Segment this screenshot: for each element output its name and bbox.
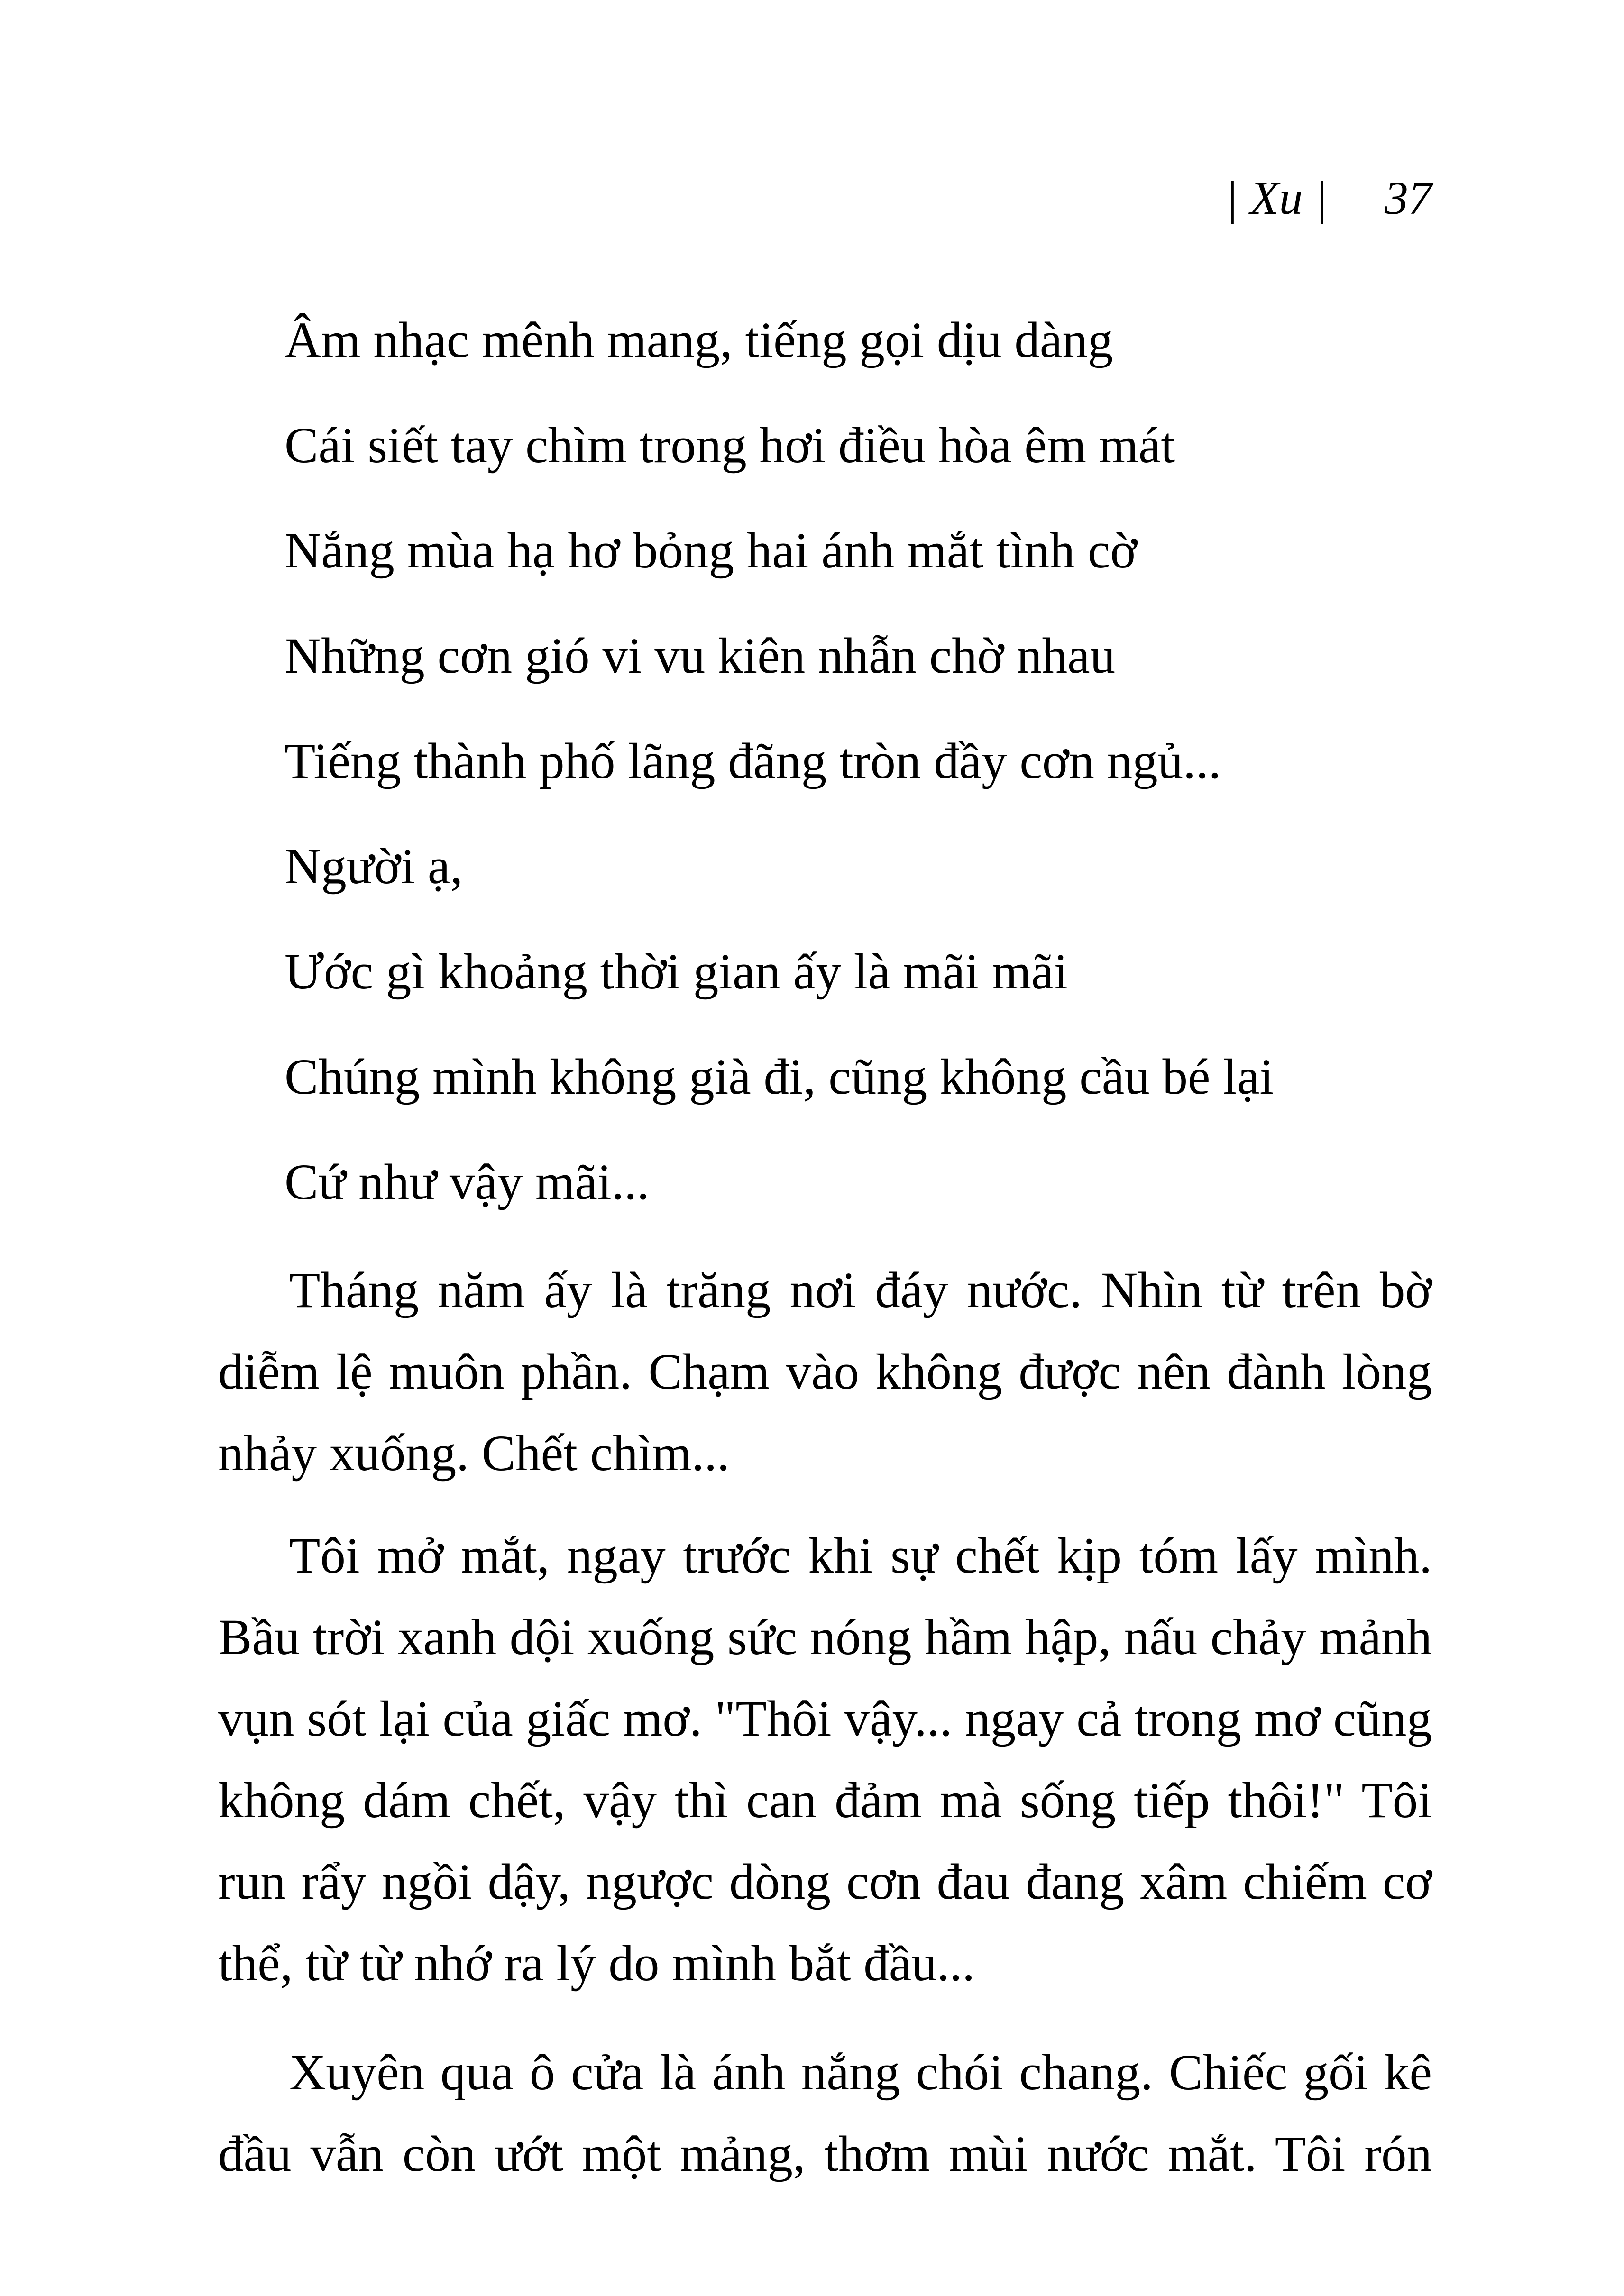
prose-line: nhảy xuống. Chết chìm... — [218, 1426, 730, 1482]
poem-line: Tiếng thành phố lãng đãng tròn đầy cơn ngủ... — [284, 733, 1221, 789]
poem-line: Ước gì khoảng thời gian ấy là mãi mãi — [284, 944, 1068, 1000]
poem-line: Âm nhạc mênh mang, tiếng gọi dịu dàng — [284, 312, 1113, 368]
page-header — [218, 170, 1432, 227]
prose-line: run rẩy ngồi dậy, ngược dòng cơn đau đang xâm chiếm cơ — [218, 1854, 1432, 1910]
poem-block — [284, 288, 1432, 1235]
prose-line: Tôi mở mắt, ngay trước khi sự chết kịp tóm lấy mình. — [289, 1528, 1432, 1584]
page-number: 37 — [1385, 172, 1432, 224]
poem-line: Nắng mùa hạ hơ bỏng hai ánh mắt tình cờ — [284, 523, 1137, 579]
poem-line: Những cơn gió vi vu kiên nhẫn chờ nhau — [284, 628, 1116, 684]
prose-line: Tháng năm ấy là trăng nơi đáy nước. Nhìn từ trên bờ — [289, 1262, 1432, 1318]
poem-line: Cái siết tay chìm trong hơi điều hòa êm mát — [284, 418, 1175, 474]
prose-line: diễm lệ muôn phần. Chạm vào không được nên đành lòng — [218, 1344, 1432, 1400]
prose-line: thể, từ từ nhớ ra lý do mình bắt đầu... — [218, 1936, 975, 1992]
poem-line: Người ạ, — [284, 839, 463, 895]
paragraph-2 — [218, 1515, 1432, 2004]
prose-line: đầu vẫn còn ướt một mảng, thơm mùi nước mắt. Tôi rón — [218, 2126, 1432, 2182]
poem-line: Chúng mình không già đi, cũng không cầu bé lại — [284, 1049, 1274, 1105]
prose-line: Xuyên qua ô cửa là ánh nắng chói chang. Chiếc gối kê — [289, 2045, 1432, 2101]
prose-line: Bầu trời xanh dội xuống sức nóng hầm hập, nấu chảy mảnh — [218, 1610, 1432, 1665]
poem-line: Cứ như vậy mãi... — [284, 1154, 650, 1210]
running-title: | Xu | — [1225, 172, 1328, 224]
prose-line: vụn sót lại của giấc mơ. "Thôi vậy... ngay cả trong mơ cũng — [218, 1691, 1432, 1747]
paragraph-1 — [218, 1250, 1432, 1494]
paragraph-3 — [218, 2032, 1432, 2195]
prose-line: không dám chết, vậy thì can đảm mà sống tiếp thôi!" Tôi — [218, 1773, 1432, 1829]
